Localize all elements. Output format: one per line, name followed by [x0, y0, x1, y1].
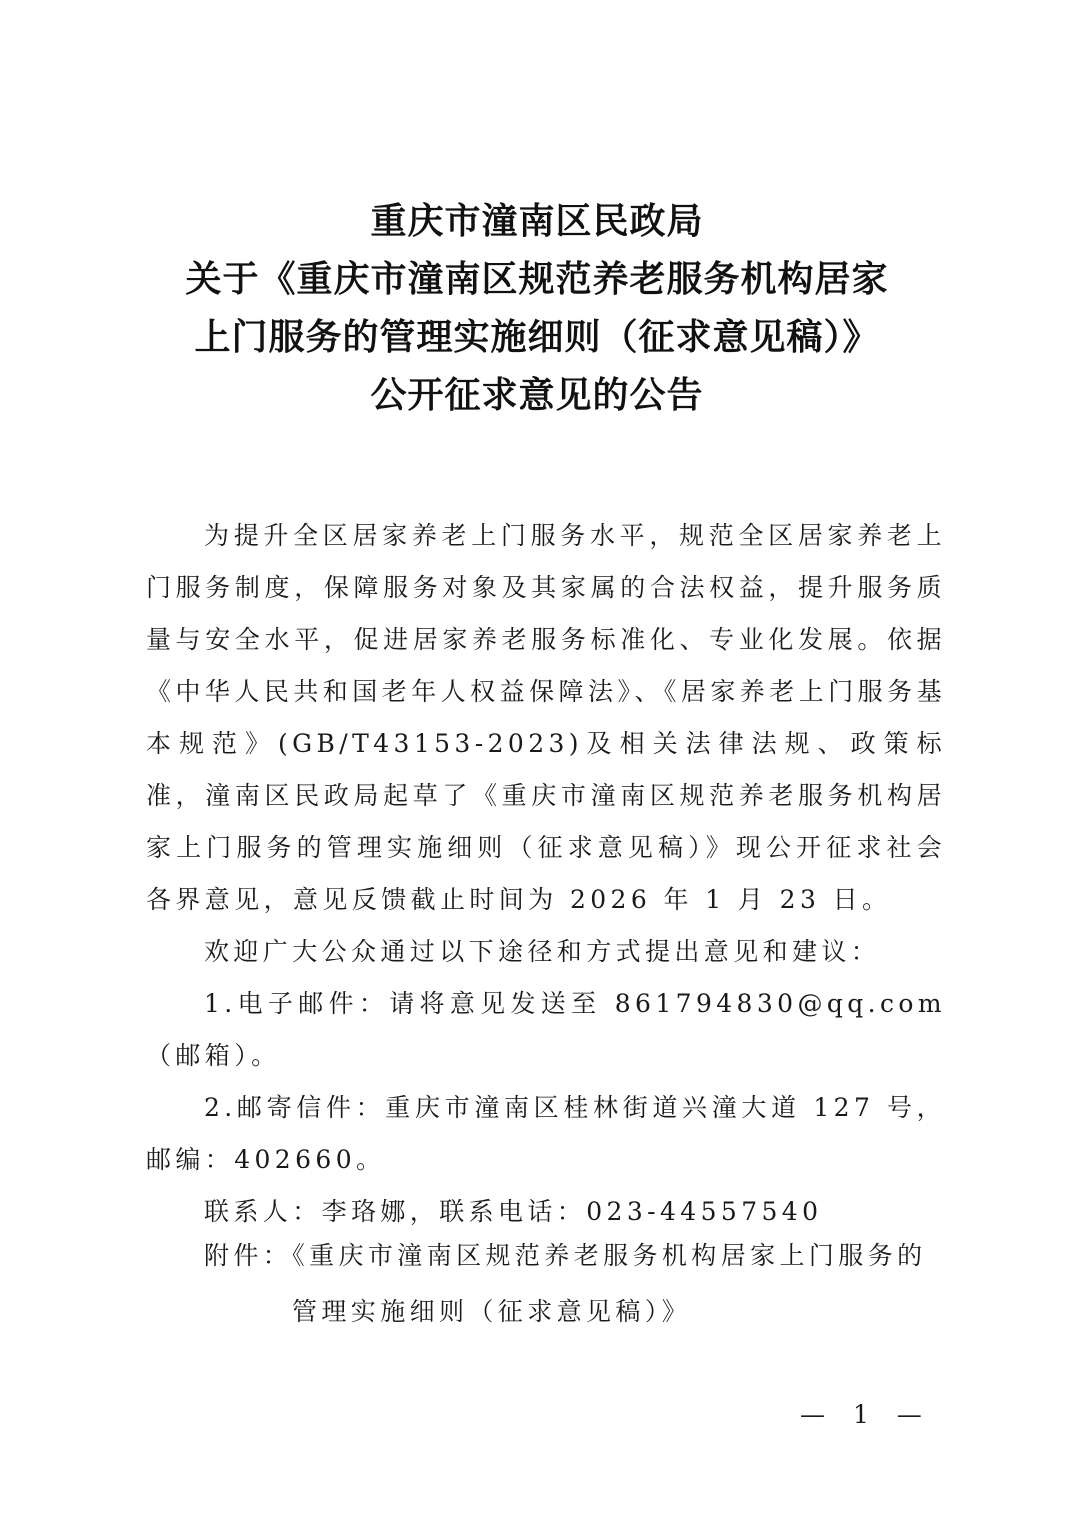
attachment-note — [204, 1228, 984, 1340]
feedback-method-email: 1.电子邮件：请将意见发送至 861794830@qq.com（邮箱）。 — [146, 989, 946, 1070]
body-paragraph-purpose: 为提升全区居家养老上门服务水平，规范全区居家养老上门服务制度，保障服务对象及其家属的合法权益，提升服务质量与安全水平，促进居家养老服务标准化、专业化发展。依据《中华人民共和国老年人权益保障法》、《居家养老上门服务基本规范》(GB/T43153-2023)及相关法律法规、政策标准，潼南区民政局起草了《重庆市潼南区规范养老服务机构居家上门服务的管理实施细则（征求意见稿）》现公开征求社会各界意见，意见反馈截止时间为 2026 年 1 月 23 日。 — [146, 521, 946, 914]
title-line-1: 重庆市潼南区民政局 — [370, 200, 704, 242]
title-line-2: 关于《重庆市潼南区规范养老服务机构居家 — [185, 258, 889, 300]
notice-title — [0, 192, 1074, 424]
body-paragraph-invitation: 欢迎广大公众通过以下途径和方式提出意见和建议： — [204, 937, 881, 966]
notice-body — [146, 510, 946, 1238]
attachment-line-2: 管理实施细则（征求意见稿）》 — [292, 1297, 692, 1326]
page-number: — 1 — — [800, 1400, 932, 1429]
contact-info: 联系人：李珞娜，联系电话：023-44557540 — [204, 1197, 823, 1226]
title-line-3: 上门服务的管理实施细则（征求意见稿）》 — [194, 316, 880, 358]
feedback-method-mail: 2.邮寄信件：重庆市潼南区桂林街道兴潼大道 127 号，邮编：402660。 — [146, 1093, 946, 1174]
title-line-4: 公开征求意见的公告 — [370, 374, 704, 416]
attachment-line-1: 附件：《重庆市潼南区规范养老服务机构居家上门服务的 — [204, 1241, 927, 1270]
